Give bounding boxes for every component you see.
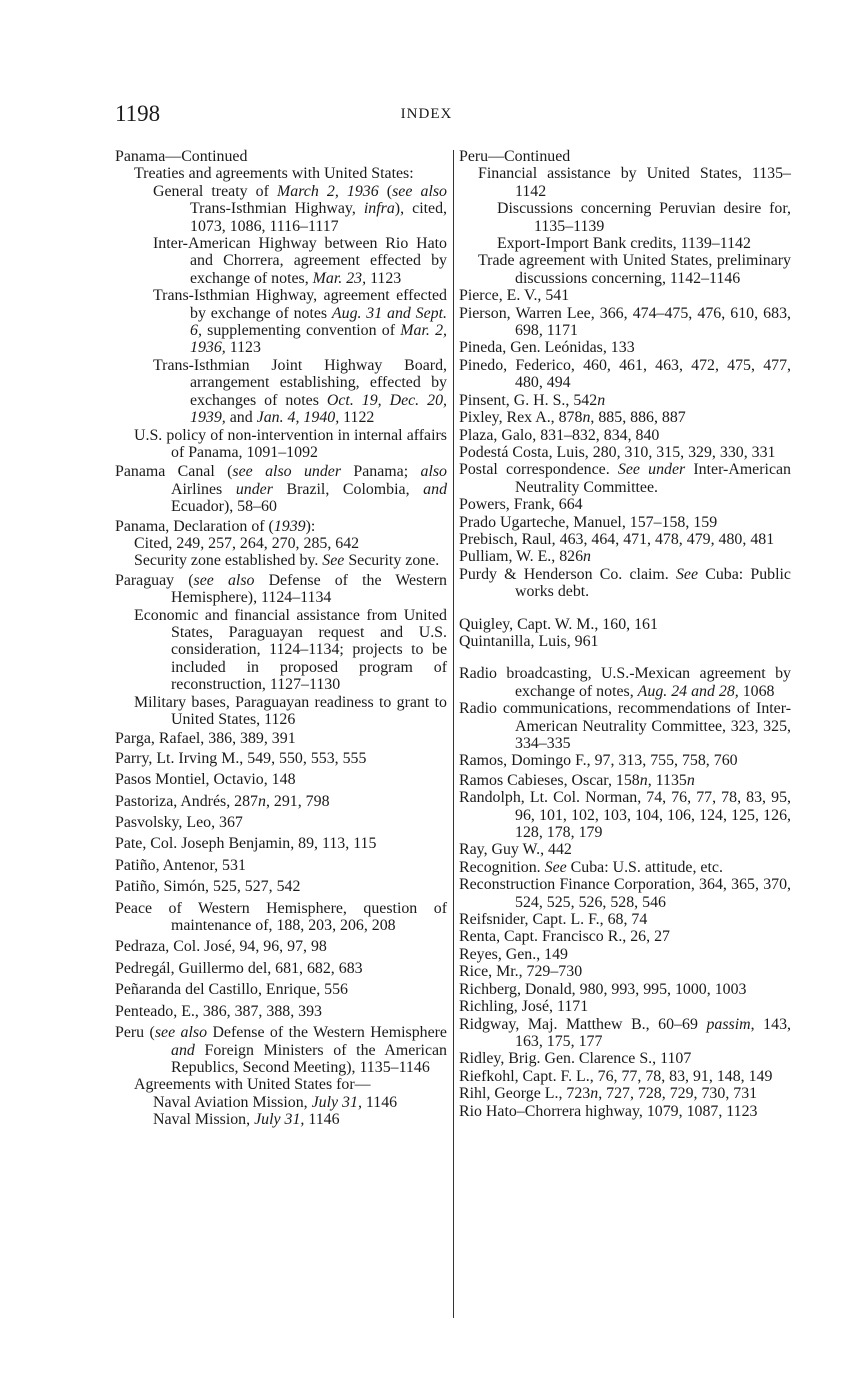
index-entry: Quigley, Capt. W. M., 160, 161 — [459, 615, 658, 633]
index-entry: Postal correspondence. See under Inter-American Neutrality Committee. — [459, 461, 791, 496]
index-entry: Richberg, Donald, 980, 993, 995, 1000, 1003 — [459, 980, 747, 998]
index-entry: Richling, José, 1171 — [459, 998, 589, 1016]
index-entry: Trans-Isthmian Joint Highway Board, arrangement establishing, effected by exchanges of notes Oct. 19, Dec. 20, 1939, and Jan. 4, 1940, 1122 — [153, 356, 447, 427]
index-entry: Renta, Capt. Francisco R., 26, 27 — [459, 928, 670, 946]
index-entry: Patiño, Antenor, 531 — [115, 856, 246, 874]
index-entry: Radio communications, recommendations of Inter-American Neutrality Committee, 323, 325, 334–335 — [459, 700, 791, 752]
index-entry: Ramos, Domingo F., 97, 313, 755, 758, 760 — [459, 752, 738, 770]
index-entry: Pastoriza, Andrés, 287n, 291, 798 — [115, 792, 330, 810]
index-entry: Treaties and agreements with United States: — [134, 165, 414, 183]
index-entry: Reyes, Gen., 149 — [459, 945, 569, 963]
index-entry: Security zone established by. See Security zone. — [134, 552, 440, 570]
index-entry: Ramos Cabieses, Oscar, 158n, 1135n — [459, 771, 695, 789]
index-entry: Purdy & Henderson Co. claim. See Cuba: Public works debt. — [459, 565, 791, 601]
index-column-left — [115, 148, 447, 1129]
index-entry: Pierce, E. V., 541 — [459, 287, 570, 305]
column-divider — [453, 150, 454, 1318]
index-entry: Pixley, Rex A., 878n, 885, 886, 887 — [459, 409, 686, 427]
index-entry: Peru (see also Defense of the Western Hemisphere and Foreign Ministers of the American Republics, Second Meeting), 1135–1146 — [115, 1024, 447, 1076]
index-entry: Pasvolsky, Leo, 367 — [115, 814, 243, 832]
index-entry: Radio broadcasting, U.S.-Mexican agreement by exchange of notes, Aug. 24 and 28, 1068 — [459, 665, 791, 700]
index-entry: Peru—Continued — [459, 148, 571, 165]
index-entry: U.S. policy of non-intervention in internal affairs of Panama, 1091–1092 — [134, 426, 447, 461]
index-entry: Rice, Mr., 729–730 — [459, 963, 583, 981]
index-entry: Pedregál, Guillermo del, 681, 682, 683 — [115, 959, 363, 977]
index-entry: Pasos Montiel, Octavio, 148 — [115, 771, 296, 789]
index-entry: Pate, Col. Joseph Benjamin, 89, 113, 115 — [115, 835, 377, 853]
index-entry: Pierson, Warren Lee, 366, 474–475, 476, 610, 683, 698, 1171 — [459, 304, 791, 340]
index-entry: Quintanilla, Luis, 961 — [459, 632, 599, 650]
index-entry: Rio Hato–Chorrera highway, 1079, 1087, 1123 — [459, 1102, 758, 1120]
index-entry: Inter-American Highway between Rio Hato and Chorrera, agreement effected by exchange of notes, Mar. 23, 1123 — [153, 235, 447, 287]
index-entry: Patiño, Simón, 525, 527, 542 — [115, 878, 301, 896]
page-number: 1198 — [115, 101, 161, 126]
index-entry: General treaty of March 2, 1936 (see also Trans-Isthmian Highway, infra), cited, 1073, 1086, 1116–1117 — [153, 182, 447, 235]
index-entry: Cited, 249, 257, 264, 270, 285, 642 — [134, 534, 360, 552]
index-entry: Parga, Rafael, 386, 389, 391 — [115, 730, 296, 748]
index-entry: Panama Canal (see also under Panama; also Airlines under Brazil, Colombia, and Ecuador), 58–60 — [115, 463, 448, 516]
index-entry: Agreements with United States for— — [134, 1076, 371, 1094]
index-entry: Peñaranda del Castillo, Enrique, 556 — [115, 981, 349, 999]
index-entry: Naval Aviation Mission, July 31, 1146 — [153, 1093, 398, 1111]
index-entry: Pineda, Gen. Leónidas, 133 — [459, 339, 635, 357]
index-entry: Pinsent, G. H. S., 542n — [459, 391, 606, 409]
index-entry: Ridgway, Maj. Matthew B., 60–69 passim, 143, 163, 175, 177 — [459, 1015, 791, 1050]
index-entry: Rihl, George L., 723n, 727, 728, 729, 730, 731 — [459, 1085, 758, 1103]
index-entry: Pedraza, Col. José, 94, 96, 97, 98 — [115, 938, 327, 956]
index-entry: Reconstruction Finance Corporation, 364, 365, 370, 524, 525, 526, 528, 546 — [459, 876, 791, 911]
index-entry: Pulliam, W. E., 826n — [459, 548, 591, 566]
index-entry: Pinedo, Federico, 460, 461, 463, 472, 475, 477, 480, 494 — [459, 356, 791, 392]
index-entry: Podestá Costa, Luis, 280, 310, 315, 329, 330, 331 — [459, 443, 776, 461]
index-entry: Penteado, E., 386, 387, 388, 393 — [115, 1002, 322, 1020]
index-entry: Economic and financial assistance from United States, Paraguayan request and U.S. consideration, 1124–1134; projects to be included in proposed program of reconstruction, 1127–1130 — [134, 606, 447, 694]
index-entry: Peace of Western Hemisphere, question of maintenance of, 188, 203, 206, 208 — [115, 899, 447, 935]
index-entry: Reifsnider, Capt. L. F., 68, 74 — [459, 911, 648, 929]
index-entry: Military bases, Paraguayan readiness to grant to United States, 1126 — [134, 693, 447, 728]
index-entry: Financial assistance by United States, 1135–1142 — [478, 165, 791, 200]
index-column-right — [459, 148, 791, 1120]
index-entry: Panama—Continued — [115, 148, 248, 165]
index-entry: Paraguay (see also Defense of the Western Hemisphere), 1124–1134 — [115, 571, 448, 607]
index-entry: Export-Import Bank credits, 1139–1142 — [497, 235, 751, 253]
index-entry: Plaza, Galo, 831–832, 834, 840 — [459, 426, 660, 444]
index-entry: Trade agreement with United States, preliminary discussions concerning, 1142–1146 — [478, 252, 791, 287]
index-entry: Ray, Guy W., 442 — [459, 841, 572, 859]
index-entry: Riefkohl, Capt. F. L., 76, 77, 78, 83, 91, 148, 149 — [459, 1067, 773, 1085]
page-header-title: INDEX — [400, 106, 453, 122]
index-entry: Panama, Declaration of (1939): — [115, 517, 316, 535]
index-entry: Naval Mission, July 31, 1146 — [153, 1111, 340, 1129]
index-entry: Recognition. See Cuba: U.S. attitude, etc. — [459, 858, 723, 876]
index-entry: Trans-Isthmian Highway, agreement effected by exchange of notes Aug. 31 and Sept. 6, supplementing convention of Mar. 2, 1936, 1123 — [153, 287, 447, 357]
index-entry: Ridley, Brig. Gen. Clarence S., 1107 — [459, 1050, 692, 1068]
index-entry: Randolph, Lt. Col. Norman, 74, 76, 77, 78, 83, 95, 96, 101, 102, 103, 104, 106, 124, 125, 126, 128, 178, 179 — [459, 789, 791, 842]
index-entry: Discussions concerning Peruvian desire for, 1135–1139 — [497, 200, 791, 235]
index-entry: Prado Ugarteche, Manuel, 157–158, 159 — [459, 513, 718, 531]
index-entry: Parry, Lt. Irving M., 549, 550, 553, 555 — [115, 749, 367, 767]
index-entry: Prebisch, Raul, 463, 464, 471, 478, 479, 480, 481 — [459, 530, 775, 548]
index-entry: Powers, Frank, 664 — [459, 496, 583, 514]
